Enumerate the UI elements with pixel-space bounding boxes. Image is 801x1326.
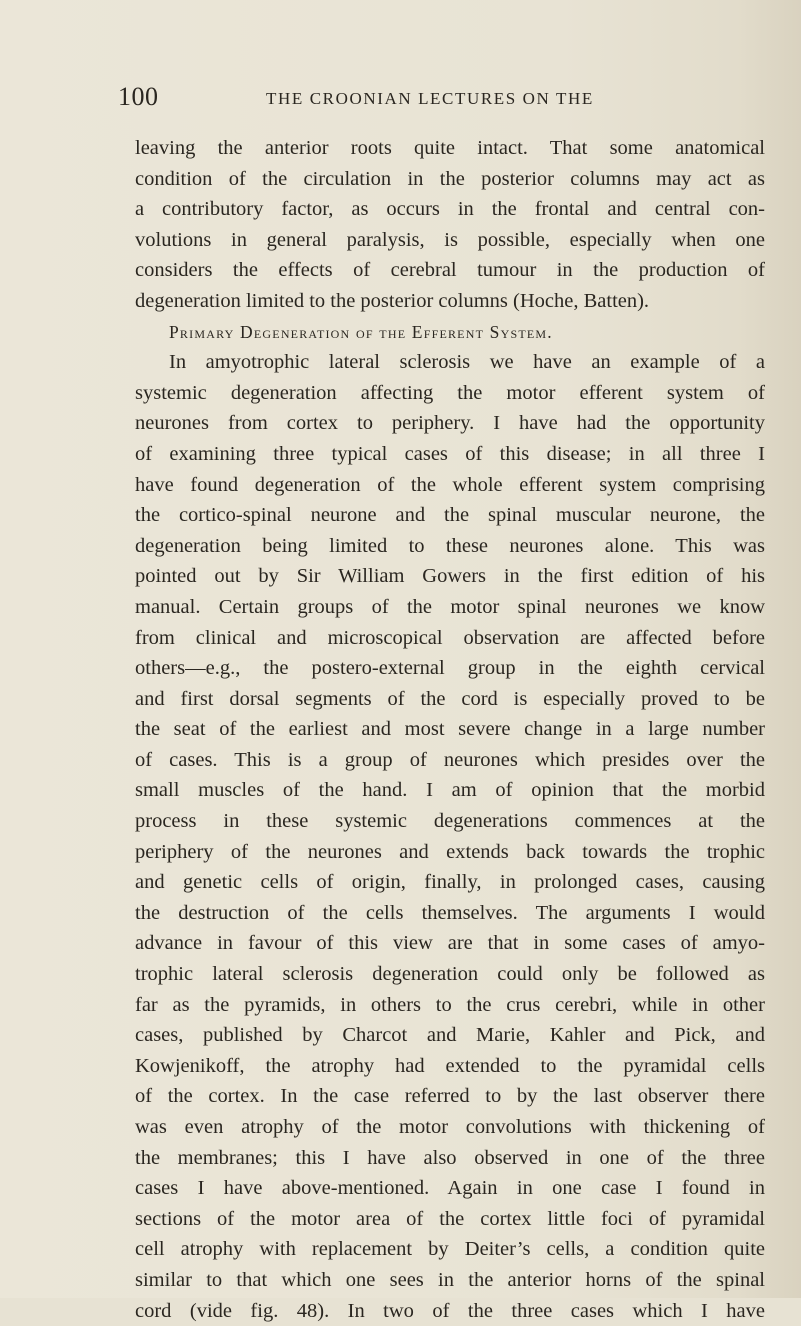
page-header <box>118 82 678 122</box>
text-line: considers the effects of cerebral tumour in the production of <box>135 259 765 282</box>
text-line: the seat of the earliest and most severe change in a large number <box>135 718 765 741</box>
text-line: cell atrophy with replacement by Deiter’s cells, a condition quite <box>135 1238 765 1261</box>
text-line: others—e.g., the postero-external group in the eighth cervical <box>135 657 765 680</box>
text-line: was even atrophy of the motor convolutions with thickening of <box>135 1116 765 1138</box>
section-heading: Primary Degeneration of the Efferent System. <box>169 321 553 342</box>
text-line: cases I have above-mentioned. Again in one case I found in <box>135 1177 765 1200</box>
text-line: cases, published by Charcot and Marie, Kahler and Pick, and <box>135 1024 765 1047</box>
running-head: THE CROONIAN LECTURES ON THE <box>266 89 594 108</box>
text-line: the membranes; this I have also observed in one of the three <box>135 1146 765 1169</box>
text-line: trophic lateral sclerosis degeneration could only be followed as <box>135 963 765 986</box>
text-line: degeneration limited to the posterior columns (Hoche, Batten). <box>135 289 650 312</box>
text-line: far as the pyramids, in others to the crus cerebri, while in other <box>135 993 765 1016</box>
text-line: manual. Certain groups of the motor spinal neurones we know <box>135 595 765 618</box>
text-line: the cortico-spinal neurone and the spinal muscular neurone, the <box>135 504 765 527</box>
text-line: process in these systemic degenerations commences at the <box>135 810 765 833</box>
text-line: of the cortex. In the case referred to by the last observer there <box>135 1085 765 1108</box>
text-line: periphery of the neurones and extends back towards the trophic <box>135 840 765 863</box>
text-line: from clinical and microscopical observation are affected before <box>135 626 765 649</box>
text-line: condition of the circulation in the posterior columns may act as <box>135 167 765 190</box>
text-line: degeneration being limited to these neurones alone. This was <box>135 534 765 557</box>
text-line: In amyotrophic lateral sclerosis we have an example of a <box>169 351 765 374</box>
text-line: the destruction of the cells themselves. The arguments I would <box>135 901 765 924</box>
text-line: of cases. This is a group of neurones which presides over the <box>135 748 765 771</box>
text-line: a contributory factor, as occurs in the frontal and central con- <box>135 198 765 221</box>
text-line: and first dorsal segments of the cord is especially proved to be <box>135 687 765 710</box>
text-line: similar to that which one sees in the anterior horns of the spinal <box>135 1268 765 1291</box>
text-line: of examining three typical cases of this disease; in all three I <box>135 442 765 465</box>
text-line: and genetic cells of origin, finally, in prolonged cases, causing <box>135 871 765 894</box>
text-line: neurones from cortex to periphery. I have had the opportunity <box>135 412 765 435</box>
text-line: Kowjenikoff, the atrophy had extended to the pyramidal cells <box>135 1054 765 1077</box>
text-line: leaving the anterior roots quite intact. That some anatomical <box>135 137 765 159</box>
text-line: systemic degeneration affecting the motor efferent system of <box>135 381 765 404</box>
page-number: 100 <box>118 82 159 111</box>
text-line: pointed out by Sir William Gowers in the first edition of his <box>135 565 765 588</box>
text-line: small muscles of the hand. I am of opinion that the morbid <box>135 779 765 802</box>
text-line: have found degeneration of the whole efferent system comprising <box>135 473 765 496</box>
body-text <box>135 133 765 1326</box>
text-line: volutions in general paralysis, is possible, especially when one <box>135 228 765 251</box>
text-line: advance in favour of this view are that in some cases of amyo- <box>135 932 765 955</box>
text-line: cord (vide fig. 48). In two of the three cases which I have <box>135 1299 765 1322</box>
text-line: sections of the motor area of the cortex little foci of pyramidal <box>135 1207 765 1230</box>
